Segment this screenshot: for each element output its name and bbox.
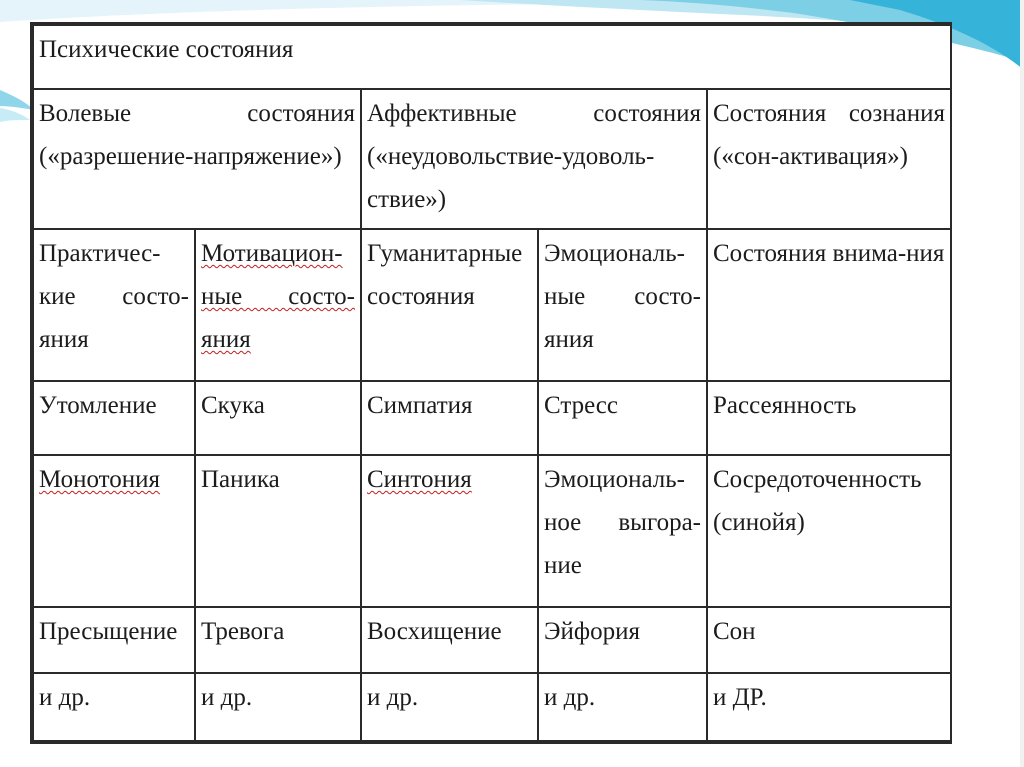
table-title: Психические состояния <box>33 25 951 89</box>
table-cell: Эмоциональ-ное выгора-ние <box>538 455 707 607</box>
table-cell: Стресс <box>538 381 707 455</box>
table-row <box>33 381 951 455</box>
table-cell: и др. <box>361 673 538 741</box>
table-cell: Паника <box>195 455 361 607</box>
subgroup-practical: Практичес-кие состо-яния <box>33 229 195 381</box>
table-title-row <box>33 25 951 89</box>
table-cell: Эйфория <box>538 607 707 673</box>
subgroup-emotional: Эмоциональ-ные состо-яния <box>538 229 707 381</box>
table-cell: Восхищение <box>361 607 538 673</box>
table-cell: Сон <box>707 607 951 673</box>
table-cell: и др. <box>538 673 707 741</box>
table-cell: и др. <box>33 673 195 741</box>
wavy-spellcheck-text: Мотивацион-ные состо-яния <box>201 240 355 353</box>
table-cell: Симпатия <box>361 381 538 455</box>
wavy-spellcheck-text: Монотония <box>39 466 161 493</box>
subgroup-motivational <box>195 229 361 381</box>
subgroup-humanitarian: Гуманитарные состояния <box>361 229 538 381</box>
table-cell: и ДР. <box>707 673 951 741</box>
table-cell: Скука <box>195 381 361 455</box>
states-table-container <box>30 22 952 744</box>
wavy-spellcheck-text: Синтония <box>367 466 472 493</box>
table-cell <box>361 455 538 607</box>
table-cell <box>33 455 195 607</box>
group-header-row <box>33 89 951 229</box>
table-row <box>33 455 951 607</box>
table-cell: Тревога <box>195 607 361 673</box>
subgroup-attention: Состояния внима-ния <box>707 229 951 381</box>
group-volitional: Волевые состояния («разрешение-напряжение») <box>33 89 361 229</box>
table-cell: Пресыщение <box>33 607 195 673</box>
mental-states-table <box>32 24 952 742</box>
group-affective: Аффективные состояния («неудовольствие-удоволь-ствие») <box>361 89 707 229</box>
subgroup-header-row <box>33 229 951 381</box>
table-row <box>33 607 951 673</box>
slide-edge <box>1020 0 1024 767</box>
table-cell: Утомление <box>33 381 195 455</box>
table-cell: и др. <box>195 673 361 741</box>
table-cell: Рассеянность <box>707 381 951 455</box>
group-consciousness: Состояния сознания («сон-активация») <box>707 89 951 229</box>
table-row <box>33 673 951 741</box>
table-cell: Сосредоточенность (синойя) <box>707 455 951 607</box>
